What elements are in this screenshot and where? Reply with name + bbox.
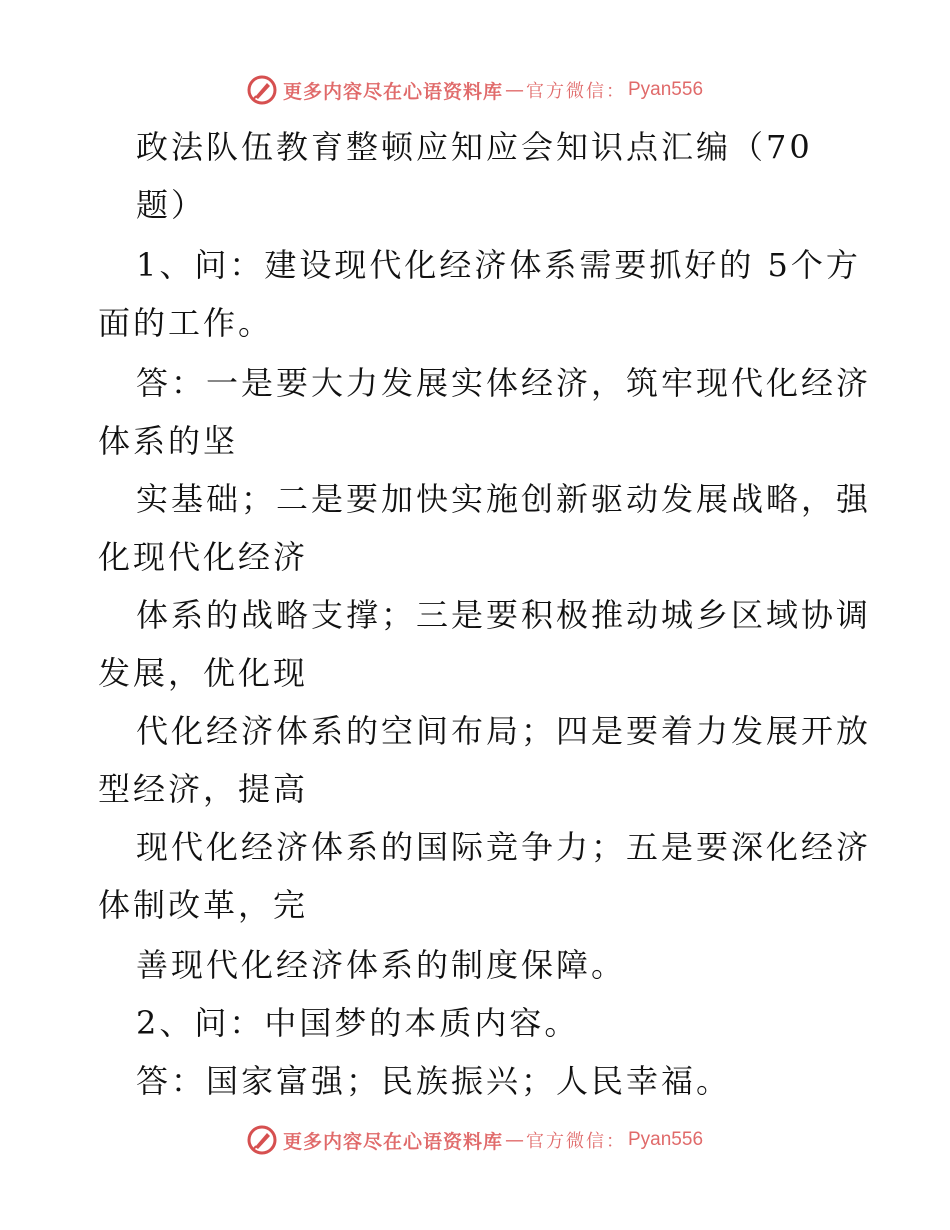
wechat-account: Pyan556 bbox=[628, 1129, 704, 1150]
banner-dash: — bbox=[505, 79, 524, 101]
header-watermark-banner bbox=[0, 70, 950, 110]
promo-text: 更多内容尽在心语资料库 bbox=[282, 80, 503, 103]
banner-separator: ： bbox=[606, 81, 624, 102]
question-1-line-1: 1、问：建设现代化经济体系需要抓好的 5个方 bbox=[136, 246, 861, 284]
official-wechat-label: 官方微信 bbox=[526, 1131, 606, 1152]
quill-logo-icon bbox=[247, 75, 277, 105]
document-title-line-2: 题） bbox=[136, 186, 207, 224]
promo-text: 更多内容尽在心语资料库 bbox=[282, 1130, 503, 1153]
answer-1-line-5: 体系的战略支撑；三是要积极推动城乡区域协调 bbox=[136, 596, 872, 634]
wechat-account: Pyan556 bbox=[628, 79, 704, 100]
document-title-line-1: 政法队伍教育整顿应知应会知识点汇编（70 bbox=[136, 128, 813, 166]
answer-1-line-10: 体制改革，完 bbox=[98, 886, 309, 924]
answer-1-line-11: 善现代化经济体系的制度保障。 bbox=[136, 946, 627, 984]
answer-1-line-8: 型经济，提高 bbox=[98, 770, 309, 808]
answer-1-line-1: 答：一是要大力发展实体经济，筑牢现代化经济 bbox=[136, 364, 872, 402]
question-1-line-2: 面的工作。 bbox=[98, 304, 274, 342]
answer-2-line: 答：国家富强；民族振兴；人民幸福。 bbox=[136, 1062, 732, 1100]
answer-1-line-7: 代化经济体系的空间布局；四是要着力发展开放 bbox=[136, 712, 872, 750]
official-wechat-label: 官方微信 bbox=[526, 81, 606, 102]
answer-1-line-4: 化现代化经济 bbox=[98, 538, 309, 576]
quill-logo-icon bbox=[247, 1125, 277, 1155]
answer-1-line-2: 体系的坚 bbox=[98, 422, 239, 460]
banner-dash: — bbox=[505, 1129, 524, 1151]
answer-1-line-6: 发展，优化现 bbox=[98, 654, 309, 692]
answer-1-line-9: 现代化经济体系的国际竞争力；五是要深化经济 bbox=[136, 828, 872, 866]
banner-separator: ： bbox=[606, 1131, 624, 1152]
answer-1-line-3: 实基础；二是要加快实施创新驱动发展战略，强 bbox=[136, 480, 872, 518]
footer-watermark-banner bbox=[0, 1120, 950, 1160]
question-2-line: 2、问：中国梦的本质内容。 bbox=[136, 1004, 580, 1042]
